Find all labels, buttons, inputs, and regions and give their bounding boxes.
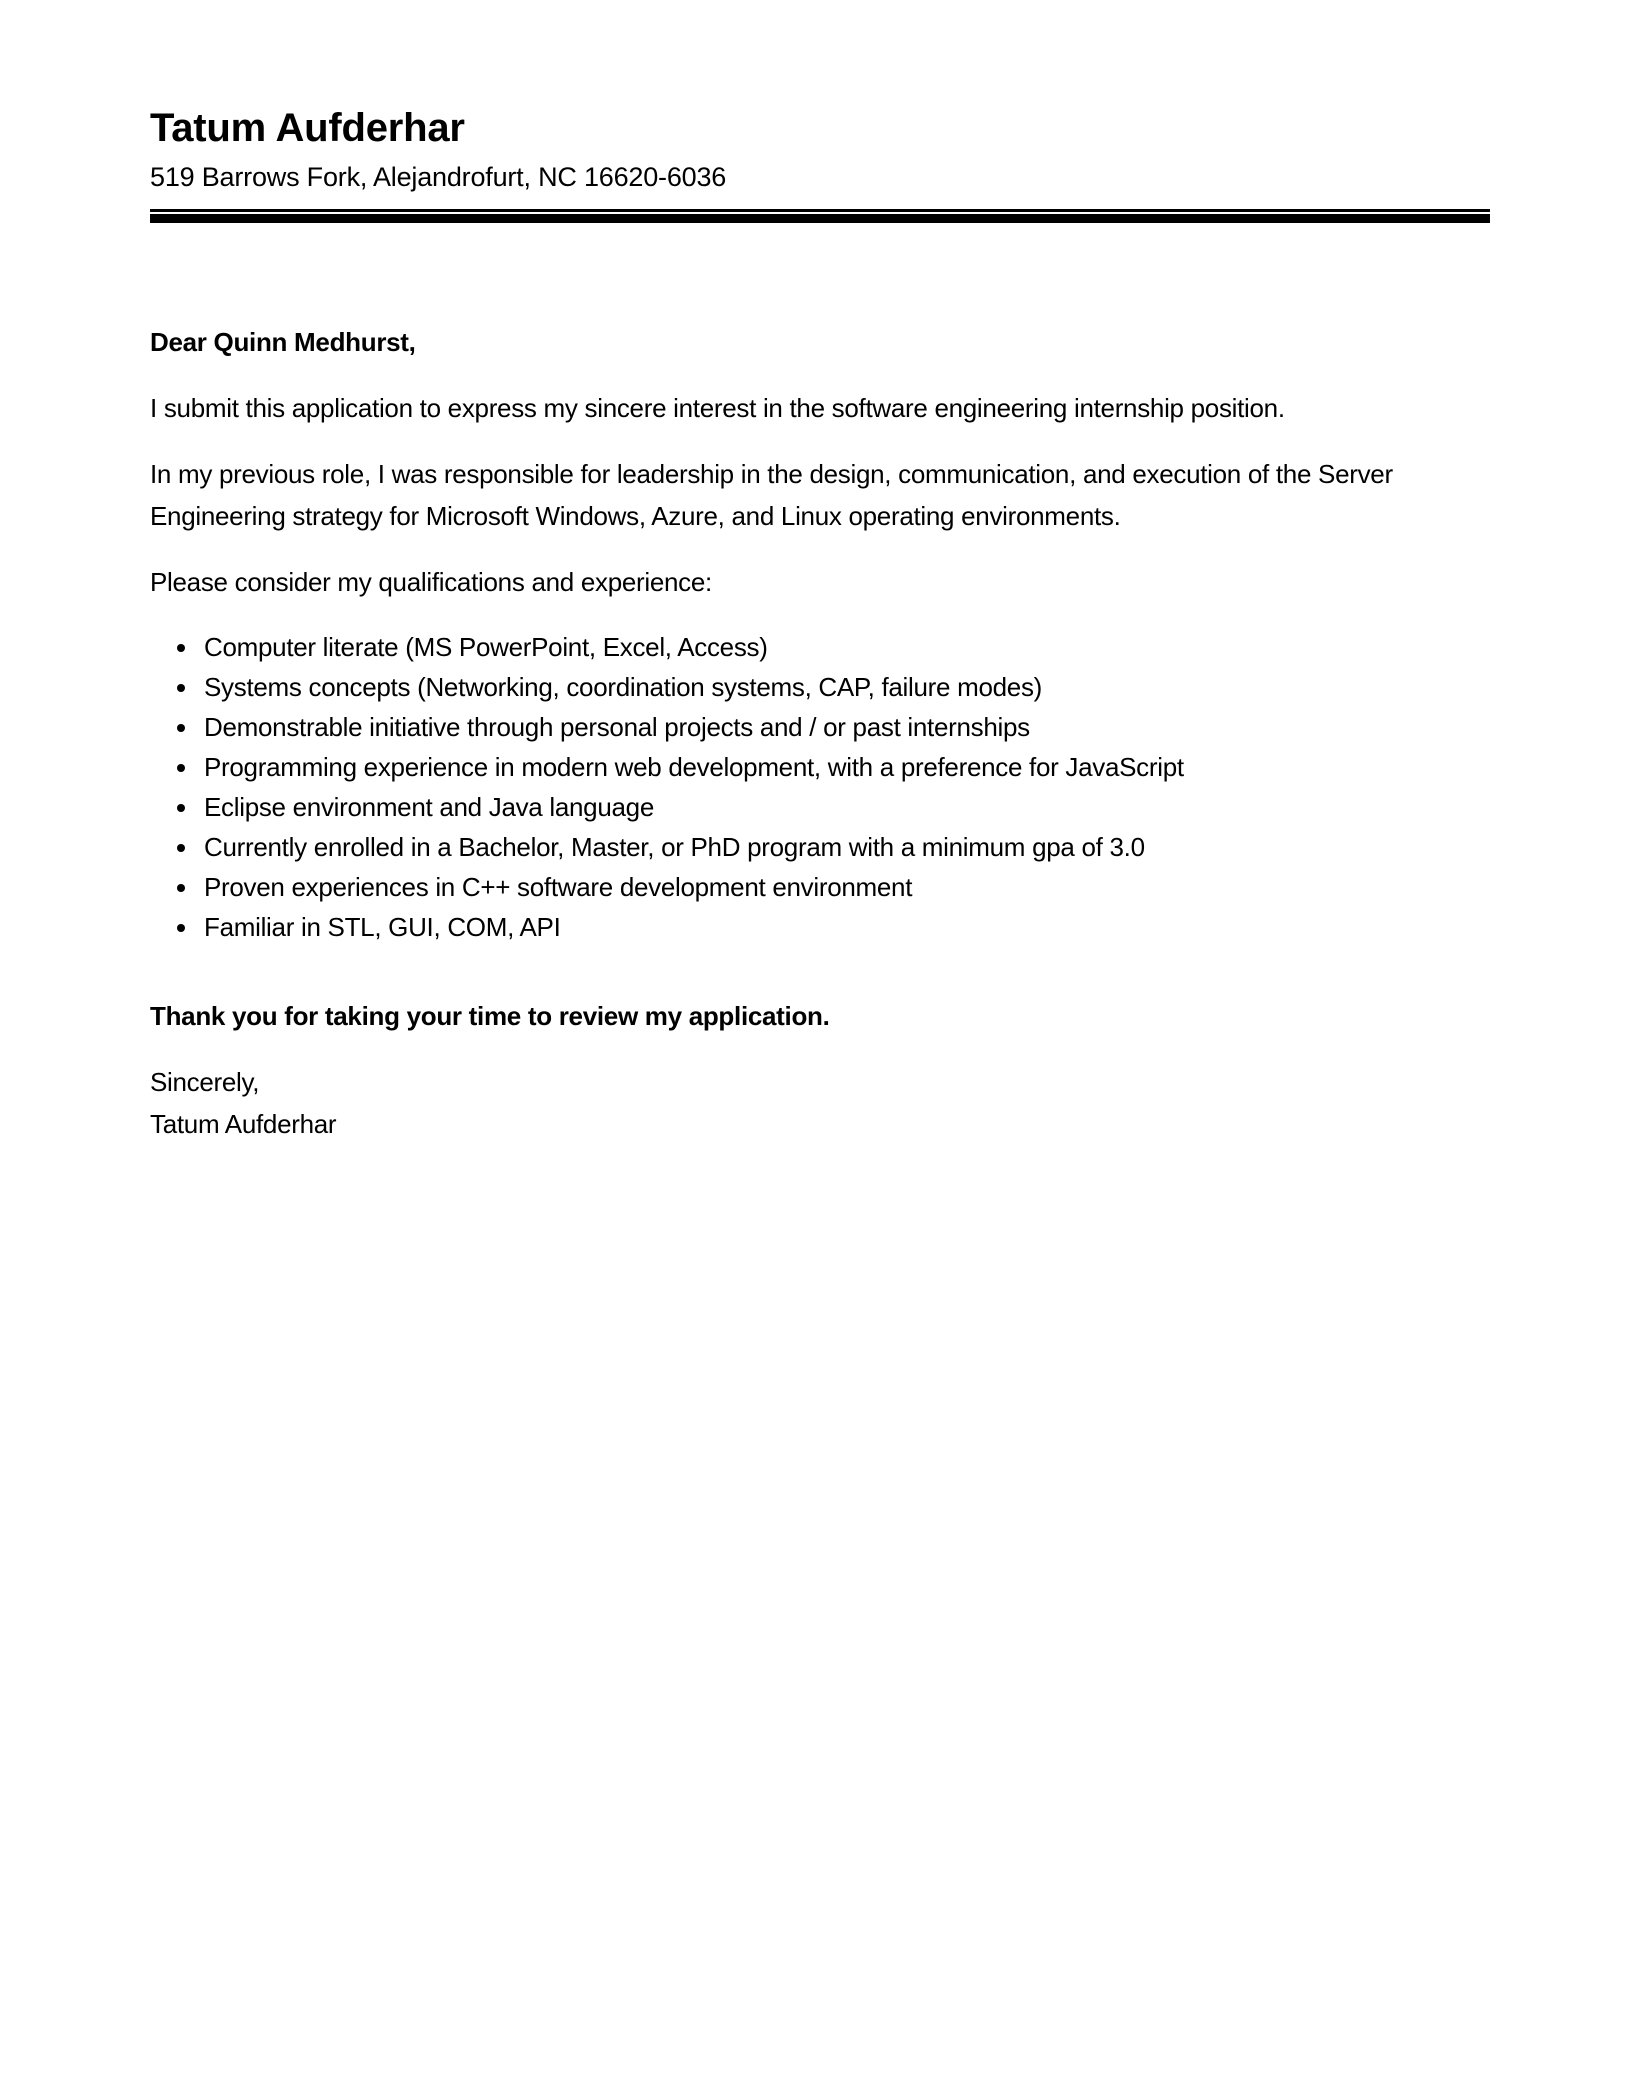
letter-header [150, 104, 1490, 223]
sender-name: Tatum Aufderhar [150, 106, 465, 150]
sender-address: 519 Barrows Fork, Alejandrofurt, NC 16620-6036 [150, 162, 727, 192]
qualifications-list [150, 627, 1490, 947]
closing-statement: Thank you for taking your time to review my application. [150, 1001, 830, 1031]
header-divider [150, 209, 1490, 223]
qualification-item: • Currently enrolled in a Bachelor, Master, or PhD program with a minimum gpa of 3.0 [200, 827, 1490, 867]
qualification-item: • Systems concepts (Networking, coordination systems, CAP, failure modes) [200, 667, 1490, 707]
qualification-item: • Proven experiences in C++ software development environment [200, 867, 1490, 907]
intro-paragraph: I submit this application to express my sincere interest in the software engineering internship position. [150, 393, 1285, 423]
salutation: Dear Quinn Medhurst, [150, 327, 416, 357]
qualification-item: • Eclipse environment and Java language [200, 787, 1490, 827]
letter-body [150, 321, 1490, 1145]
signoff: Sincerely, [150, 1067, 260, 1097]
divider-thick-line [150, 214, 1490, 223]
qualification-item: • Familiar in STL, GUI, COM, API [200, 907, 1490, 947]
qualifications-intro: Please consider my qualifications and experience: [150, 567, 712, 597]
qualification-item: • Computer literate (MS PowerPoint, Excel, Access) [200, 627, 1490, 667]
previous-role-paragraph: In my previous role, I was responsible for leadership in the design, communication, and execution of the Server Engineering strategy for Microsoft Windows, Azure, and Linux operating environments. [150, 459, 1393, 531]
qualification-item: • Demonstrable initiative through personal projects and / or past internships [200, 707, 1490, 747]
signature-name: Tatum Aufderhar [150, 1109, 337, 1139]
signature-block [150, 1061, 1490, 1145]
qualification-item: • Programming experience in modern web development, with a preference for JavaScript [200, 747, 1490, 787]
